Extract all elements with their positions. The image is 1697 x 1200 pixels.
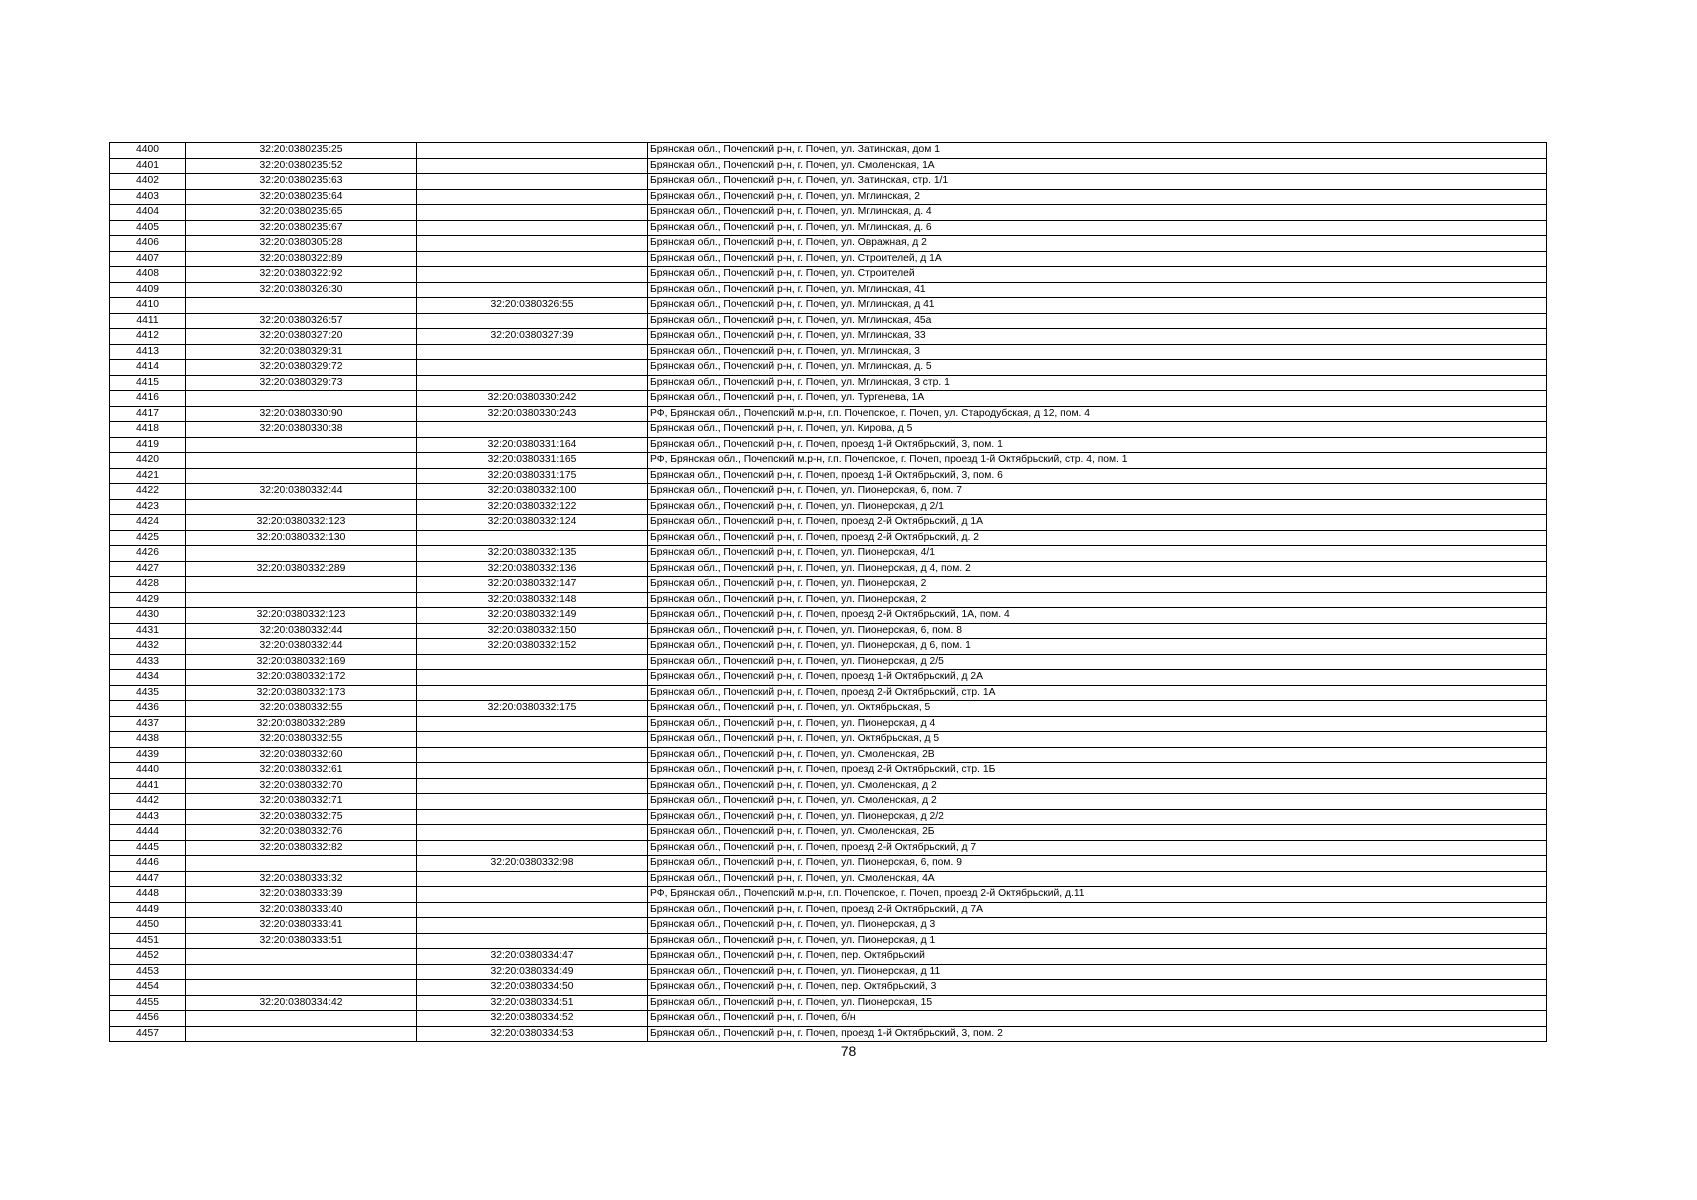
table-row <box>110 530 1547 546</box>
cadastral-number-cell: 32:20:0380235:65 <box>186 205 417 221</box>
object-cadastral-number-cell: 32:20:0380330:242 <box>417 391 648 407</box>
address-cell: Брянская обл., Почепский р-н, г. Почеп, проезд 2-й Октябрьский, д 7А <box>648 902 1547 918</box>
table-row <box>110 484 1547 500</box>
table-row <box>110 685 1547 701</box>
object-cadastral-number-cell: 32:20:0380334:51 <box>417 995 648 1011</box>
row-number-cell: 4445 <box>110 840 186 856</box>
table-row <box>110 468 1547 484</box>
cadastral-number-cell: 32:20:0380332:76 <box>186 825 417 841</box>
table-row <box>110 964 1547 980</box>
object-cadastral-number-cell <box>417 236 648 252</box>
cadastral-number-cell: 32:20:0380235:25 <box>186 143 417 159</box>
object-cadastral-number-cell: 32:20:0380331:164 <box>417 437 648 453</box>
object-cadastral-number-cell <box>417 778 648 794</box>
table-row <box>110 546 1547 562</box>
object-cadastral-number-cell: 32:20:0380334:49 <box>417 964 648 980</box>
cadastral-number-cell: 32:20:0380332:75 <box>186 809 417 825</box>
address-cell: Брянская обл., Почепский р-н, г. Почеп, проезд 2-й Октябрьский, стр. 1А <box>648 685 1547 701</box>
table-row <box>110 499 1547 515</box>
cadastral-number-cell: 32:20:0380332:123 <box>186 515 417 531</box>
address-cell: Брянская обл., Почепский р-н, г. Почеп, ул. Пионерская, д 2/2 <box>648 809 1547 825</box>
cadastral-number-cell: 32:20:0380235:52 <box>186 158 417 174</box>
object-cadastral-number-cell <box>417 670 648 686</box>
row-number-cell: 4423 <box>110 499 186 515</box>
address-cell: Брянская обл., Почепский р-н, г. Почеп, ул. Пионерская, 6, пом. 7 <box>648 484 1547 500</box>
table-row <box>110 158 1547 174</box>
object-cadastral-number-cell <box>417 344 648 360</box>
address-cell: Брянская обл., Почепский р-н, г. Почеп, проезд 1-й Октябрьский, 3, пом. 1 <box>648 437 1547 453</box>
row-number-cell: 4404 <box>110 205 186 221</box>
table-row <box>110 561 1547 577</box>
table-row <box>110 375 1547 391</box>
cadastral-number-cell: 32:20:0380322:92 <box>186 267 417 283</box>
cadastral-number-cell <box>186 1026 417 1042</box>
row-number-cell: 4457 <box>110 1026 186 1042</box>
row-number-cell: 4456 <box>110 1011 186 1027</box>
object-cadastral-number-cell: 32:20:0380332:149 <box>417 608 648 624</box>
object-cadastral-number-cell: 32:20:0380332:148 <box>417 592 648 608</box>
cadastral-number-cell <box>186 980 417 996</box>
cadastral-number-cell: 32:20:0380330:90 <box>186 406 417 422</box>
table-row <box>110 949 1547 965</box>
row-number-cell: 4444 <box>110 825 186 841</box>
address-cell: Брянская обл., Почепский р-н, г. Почеп, ул. Пионерская, 15 <box>648 995 1547 1011</box>
table-row <box>110 360 1547 376</box>
row-number-cell: 4425 <box>110 530 186 546</box>
table-row <box>110 189 1547 205</box>
row-number-cell: 4448 <box>110 887 186 903</box>
row-number-cell: 4438 <box>110 732 186 748</box>
address-cell: Брянская обл., Почепский р-н, г. Почеп, ул. Мглинская, д. 5 <box>648 360 1547 376</box>
object-cadastral-number-cell <box>417 887 648 903</box>
table-row <box>110 453 1547 469</box>
object-cadastral-number-cell <box>417 530 648 546</box>
table-row <box>110 236 1547 252</box>
object-cadastral-number-cell <box>417 654 648 670</box>
object-cadastral-number-cell <box>417 716 648 732</box>
object-cadastral-number-cell <box>417 685 648 701</box>
row-number-cell: 4410 <box>110 298 186 314</box>
address-cell: Брянская обл., Почепский р-н, г. Почеп, ул. Пионерская, д 3 <box>648 918 1547 934</box>
row-number-cell: 4426 <box>110 546 186 562</box>
table-row <box>110 577 1547 593</box>
row-number-cell: 4419 <box>110 437 186 453</box>
cadastral-number-cell: 32:20:0380332:44 <box>186 623 417 639</box>
cadastral-number-cell: 32:20:0380333:51 <box>186 933 417 949</box>
cadastral-number-cell: 32:20:0380332:44 <box>186 484 417 500</box>
row-number-cell: 4442 <box>110 794 186 810</box>
table-row <box>110 701 1547 717</box>
cadastral-number-cell <box>186 468 417 484</box>
row-number-cell: 4409 <box>110 282 186 298</box>
table-row <box>110 298 1547 314</box>
row-number-cell: 4417 <box>110 406 186 422</box>
address-cell: Брянская обл., Почепский р-н, г. Почеп, ул. Мглинская, 3 стр. 1 <box>648 375 1547 391</box>
object-cadastral-number-cell <box>417 267 648 283</box>
object-cadastral-number-cell: 32:20:0380332:150 <box>417 623 648 639</box>
cadastral-number-cell: 32:20:0380333:32 <box>186 871 417 887</box>
table-row <box>110 267 1547 283</box>
cadastral-number-cell: 32:20:0380235:67 <box>186 220 417 236</box>
object-cadastral-number-cell: 32:20:0380331:175 <box>417 468 648 484</box>
address-cell: Брянская обл., Почепский р-н, г. Почеп, ул. Пионерская, д 4 <box>648 716 1547 732</box>
cadastral-number-cell: 32:20:0380332:71 <box>186 794 417 810</box>
row-number-cell: 4405 <box>110 220 186 236</box>
object-cadastral-number-cell <box>417 794 648 810</box>
table-row <box>110 871 1547 887</box>
cadastral-number-cell: 32:20:0380332:61 <box>186 763 417 779</box>
row-number-cell: 4415 <box>110 375 186 391</box>
address-cell: Брянская обл., Почепский р-н, г. Почеп, ул. Смоленская, 2Б <box>648 825 1547 841</box>
object-cadastral-number-cell <box>417 422 648 438</box>
row-number-cell: 4451 <box>110 933 186 949</box>
address-cell: Брянская обл., Почепский р-н, г. Почеп, ул. Мглинская, 2 <box>648 189 1547 205</box>
row-number-cell: 4446 <box>110 856 186 872</box>
address-cell: Брянская обл., Почепский р-н, г. Почеп, ул. Мглинская, д. 4 <box>648 205 1547 221</box>
table-row <box>110 670 1547 686</box>
address-cell: Брянская обл., Почепский р-н, г. Почеп, ул. Октябрьская, д 5 <box>648 732 1547 748</box>
table-row <box>110 933 1547 949</box>
object-cadastral-number-cell: 32:20:0380332:135 <box>417 546 648 562</box>
table-row <box>110 918 1547 934</box>
object-cadastral-number-cell: 32:20:0380332:100 <box>417 484 648 500</box>
address-cell: Брянская обл., Почепский р-н, г. Почеп, проезд 1-й Октябрьский, д 2А <box>648 670 1547 686</box>
object-cadastral-number-cell: 32:20:0380334:47 <box>417 949 648 965</box>
table-row <box>110 251 1547 267</box>
table-row <box>110 422 1547 438</box>
cadastral-number-cell: 32:20:0380333:40 <box>186 902 417 918</box>
table-row <box>110 716 1547 732</box>
cadastral-number-cell: 32:20:0380332:169 <box>186 654 417 670</box>
row-number-cell: 4412 <box>110 329 186 345</box>
table-row <box>110 608 1547 624</box>
object-cadastral-number-cell: 32:20:0380334:53 <box>417 1026 648 1042</box>
cadastral-number-cell <box>186 298 417 314</box>
address-cell: РФ, Брянская обл., Почепский м.р-н, г.п. Почепское, г. Почеп, ул. Стародубская, д 12, пом. 4 <box>648 406 1547 422</box>
address-cell: Брянская обл., Почепский р-н, г. Почеп, ул. Мглинская, 33 <box>648 329 1547 345</box>
object-cadastral-number-cell <box>417 902 648 918</box>
address-cell: Брянская обл., Почепский р-н, г. Почеп, ул. Овражная, д 2 <box>648 236 1547 252</box>
row-number-cell: 4422 <box>110 484 186 500</box>
address-cell: Брянская обл., Почепский р-н, г. Почеп, проезд 1-й Октябрьский, 3, пом. 6 <box>648 468 1547 484</box>
address-cell: Брянская обл., Почепский р-н, г. Почеп, ул. Смоленская, д 2 <box>648 794 1547 810</box>
registry-table <box>109 142 1547 1042</box>
row-number-cell: 4429 <box>110 592 186 608</box>
address-cell: Брянская обл., Почепский р-н, г. Почеп, ул. Мглинская, 3 <box>648 344 1547 360</box>
cadastral-number-cell: 32:20:0380332:130 <box>186 530 417 546</box>
address-cell: Брянская обл., Почепский р-н, г. Почеп, проезд 2-й Октябрьский, д 1А <box>648 515 1547 531</box>
address-cell: Брянская обл., Почепский р-н, г. Почеп, ул. Пионерская, 6, пом. 8 <box>648 623 1547 639</box>
cadastral-number-cell: 32:20:0380332:60 <box>186 747 417 763</box>
address-cell: Брянская обл., Почепский р-н, г. Почеп, ул. Пионерская, д 6, пом. 1 <box>648 639 1547 655</box>
table-row <box>110 344 1547 360</box>
registry-table-wrapper <box>109 142 1547 1042</box>
address-cell: Брянская обл., Почепский р-н, г. Почеп, ул. Пионерская, 2 <box>648 577 1547 593</box>
address-cell: Брянская обл., Почепский р-н, г. Почеп, ул. Пионерская, д 2/1 <box>648 499 1547 515</box>
address-cell: Брянская обл., Почепский р-н, г. Почеп, ул. Октябрьская, 5 <box>648 701 1547 717</box>
cadastral-number-cell: 32:20:0380235:63 <box>186 174 417 190</box>
object-cadastral-number-cell <box>417 732 648 748</box>
cadastral-number-cell: 32:20:0380332:82 <box>186 840 417 856</box>
object-cadastral-number-cell: 32:20:0380334:50 <box>417 980 648 996</box>
table-row <box>110 639 1547 655</box>
row-number-cell: 4414 <box>110 360 186 376</box>
address-cell: Брянская обл., Почепский р-н, г. Почеп, ул. Смоленская, 1А <box>648 158 1547 174</box>
table-row <box>110 778 1547 794</box>
page-number: 78 <box>840 1043 857 1059</box>
address-cell: Брянская обл., Почепский р-н, г. Почеп, проезд 1-й Октябрьский, 3, пом. 2 <box>648 1026 1547 1042</box>
object-cadastral-number-cell: 32:20:0380332:147 <box>417 577 648 593</box>
row-number-cell: 4402 <box>110 174 186 190</box>
address-cell: Брянская обл., Почепский р-н, г. Почеп, ул. Пионерская, д 4, пом. 2 <box>648 561 1547 577</box>
address-cell: Брянская обл., Почепский р-н, г. Почеп, проезд 2-й Октябрьский, д 7 <box>648 840 1547 856</box>
table-row <box>110 902 1547 918</box>
object-cadastral-number-cell: 32:20:0380332:152 <box>417 639 648 655</box>
object-cadastral-number-cell <box>417 375 648 391</box>
cadastral-number-cell: 32:20:0380332:123 <box>186 608 417 624</box>
table-row <box>110 515 1547 531</box>
row-number-cell: 4437 <box>110 716 186 732</box>
cadastral-number-cell: 32:20:0380332:55 <box>186 701 417 717</box>
object-cadastral-number-cell <box>417 189 648 205</box>
row-number-cell: 4440 <box>110 763 186 779</box>
cadastral-number-cell: 32:20:0380332:289 <box>186 716 417 732</box>
row-number-cell: 4435 <box>110 685 186 701</box>
table-row <box>110 732 1547 748</box>
row-number-cell: 4413 <box>110 344 186 360</box>
cadastral-number-cell: 32:20:0380329:31 <box>186 344 417 360</box>
object-cadastral-number-cell <box>417 763 648 779</box>
cadastral-number-cell: 32:20:0380326:57 <box>186 313 417 329</box>
row-number-cell: 4447 <box>110 871 186 887</box>
row-number-cell: 4407 <box>110 251 186 267</box>
row-number-cell: 4401 <box>110 158 186 174</box>
table-row <box>110 887 1547 903</box>
cadastral-number-cell <box>186 592 417 608</box>
address-cell: Брянская обл., Почепский р-н, г. Почеп, ул. Кирова, д 5 <box>648 422 1547 438</box>
row-number-cell: 4452 <box>110 949 186 965</box>
address-cell: Брянская обл., Почепский р-н, г. Почеп, ул. Смоленская, 2В <box>648 747 1547 763</box>
row-number-cell: 4434 <box>110 670 186 686</box>
address-cell: Брянская обл., Почепский р-н, г. Почеп, ул. Пионерская, 6, пом. 9 <box>648 856 1547 872</box>
row-number-cell: 4428 <box>110 577 186 593</box>
cadastral-number-cell: 32:20:0380332:172 <box>186 670 417 686</box>
table-row <box>110 220 1547 236</box>
row-number-cell: 4408 <box>110 267 186 283</box>
table-row <box>110 174 1547 190</box>
row-number-cell: 4424 <box>110 515 186 531</box>
address-cell: Брянская обл., Почепский р-н, г. Почеп, пер. Октябрьский <box>648 949 1547 965</box>
address-cell: Брянская обл., Почепский р-н, г. Почеп, ул. Строителей, д 1А <box>648 251 1547 267</box>
table-row <box>110 825 1547 841</box>
table-row <box>110 654 1547 670</box>
row-number-cell: 4416 <box>110 391 186 407</box>
object-cadastral-number-cell: 32:20:0380326:55 <box>417 298 648 314</box>
object-cadastral-number-cell <box>417 313 648 329</box>
object-cadastral-number-cell <box>417 933 648 949</box>
cadastral-number-cell: 32:20:0380326:30 <box>186 282 417 298</box>
object-cadastral-number-cell: 32:20:0380332:98 <box>417 856 648 872</box>
row-number-cell: 4443 <box>110 809 186 825</box>
object-cadastral-number-cell <box>417 871 648 887</box>
address-cell: Брянская обл., Почепский р-н, г. Почеп, ул. Пионерская, д 11 <box>648 964 1547 980</box>
table-row <box>110 437 1547 453</box>
row-number-cell: 4400 <box>110 143 186 159</box>
cadastral-number-cell: 32:20:0380332:70 <box>186 778 417 794</box>
cadastral-number-cell <box>186 453 417 469</box>
cadastral-number-cell: 32:20:0380330:38 <box>186 422 417 438</box>
cadastral-number-cell: 32:20:0380332:44 <box>186 639 417 655</box>
table-row <box>110 980 1547 996</box>
address-cell: РФ, Брянская обл., Почепский м.р-н, г.п. Почепское, г. Почеп, проезд 2-й Октябрьский, д.11 <box>648 887 1547 903</box>
object-cadastral-number-cell <box>417 174 648 190</box>
cadastral-number-cell <box>186 949 417 965</box>
table-row <box>110 1026 1547 1042</box>
address-cell: Брянская обл., Почепский р-н, г. Почеп, проезд 2-й Октябрьский, 1А, пом. 4 <box>648 608 1547 624</box>
table-row <box>110 329 1547 345</box>
table-row <box>110 143 1547 159</box>
row-number-cell: 4436 <box>110 701 186 717</box>
address-cell: Брянская обл., Почепский р-н, г. Почеп, ул. Тургенева, 1А <box>648 391 1547 407</box>
cadastral-number-cell: 32:20:0380332:173 <box>186 685 417 701</box>
address-cell: Брянская обл., Почепский р-н, г. Почеп, ул. Строителей <box>648 267 1547 283</box>
table-row <box>110 747 1547 763</box>
row-number-cell: 4430 <box>110 608 186 624</box>
table-row <box>110 406 1547 422</box>
object-cadastral-number-cell: 32:20:0380332:122 <box>417 499 648 515</box>
cadastral-number-cell <box>186 499 417 515</box>
object-cadastral-number-cell: 32:20:0380331:165 <box>417 453 648 469</box>
row-number-cell: 4406 <box>110 236 186 252</box>
address-cell: Брянская обл., Почепский р-н, г. Почеп, ул. Затинская, стр. 1/1 <box>648 174 1547 190</box>
address-cell: Брянская обл., Почепский р-н, г. Почеп, ул. Затинская, дом 1 <box>648 143 1547 159</box>
row-number-cell: 4431 <box>110 623 186 639</box>
address-cell: Брянская обл., Почепский р-н, г. Почеп, ул. Мглинская, 45а <box>648 313 1547 329</box>
object-cadastral-number-cell <box>417 158 648 174</box>
cadastral-number-cell: 32:20:0380329:72 <box>186 360 417 376</box>
cadastral-number-cell <box>186 856 417 872</box>
table-row <box>110 995 1547 1011</box>
cadastral-number-cell <box>186 437 417 453</box>
object-cadastral-number-cell: 32:20:0380332:175 <box>417 701 648 717</box>
address-cell: Брянская обл., Почепский р-н, г. Почеп, ул. Мглинская, 41 <box>648 282 1547 298</box>
row-number-cell: 4449 <box>110 902 186 918</box>
registry-table-body <box>110 143 1547 1042</box>
row-number-cell: 4418 <box>110 422 186 438</box>
address-cell: Брянская обл., Почепский р-н, г. Почеп, ул. Смоленская, 4А <box>648 871 1547 887</box>
object-cadastral-number-cell: 32:20:0380327:39 <box>417 329 648 345</box>
table-row <box>110 391 1547 407</box>
address-cell: Брянская обл., Почепский р-н, г. Почеп, ул. Мглинская, д 41 <box>648 298 1547 314</box>
object-cadastral-number-cell <box>417 205 648 221</box>
address-cell: Брянская обл., Почепский р-н, г. Почеп, ул. Смоленская, д 2 <box>648 778 1547 794</box>
table-row <box>110 282 1547 298</box>
table-row <box>110 840 1547 856</box>
table-row <box>110 592 1547 608</box>
address-cell: РФ, Брянская обл., Почепский м.р-н, г.п. Почепское, г. Почеп, проезд 1-й Октябрьский, стр. 4, пом. 1 <box>648 453 1547 469</box>
cadastral-number-cell: 32:20:0380332:55 <box>186 732 417 748</box>
address-cell: Брянская обл., Почепский р-н, г. Почеп, ул. Пионерская, 2 <box>648 592 1547 608</box>
row-number-cell: 4433 <box>110 654 186 670</box>
address-cell: Брянская обл., Почепский р-н, г. Почеп, пер. Октябрьский, 3 <box>648 980 1547 996</box>
table-row <box>110 623 1547 639</box>
address-cell: Брянская обл., Почепский р-н, г. Почеп, ул. Пионерская, д 1 <box>648 933 1547 949</box>
object-cadastral-number-cell: 32:20:0380332:136 <box>417 561 648 577</box>
object-cadastral-number-cell <box>417 251 648 267</box>
row-number-cell: 4427 <box>110 561 186 577</box>
cadastral-number-cell: 32:20:0380333:39 <box>186 887 417 903</box>
object-cadastral-number-cell <box>417 747 648 763</box>
cadastral-number-cell <box>186 577 417 593</box>
address-cell: Брянская обл., Почепский р-н, г. Почеп, ул. Мглинская, д. 6 <box>648 220 1547 236</box>
cadastral-number-cell: 32:20:0380327:20 <box>186 329 417 345</box>
cadastral-number-cell: 32:20:0380333:41 <box>186 918 417 934</box>
object-cadastral-number-cell <box>417 840 648 856</box>
cadastral-number-cell: 32:20:0380332:289 <box>186 561 417 577</box>
object-cadastral-number-cell: 32:20:0380330:243 <box>417 406 648 422</box>
cadastral-number-cell <box>186 1011 417 1027</box>
cadastral-number-cell <box>186 964 417 980</box>
row-number-cell: 4441 <box>110 778 186 794</box>
row-number-cell: 4453 <box>110 964 186 980</box>
object-cadastral-number-cell: 32:20:0380334:52 <box>417 1011 648 1027</box>
address-cell: Брянская обл., Почепский р-н, г. Почеп, ул. Пионерская, д 2/5 <box>648 654 1547 670</box>
row-number-cell: 4454 <box>110 980 186 996</box>
cadastral-number-cell: 32:20:0380322:89 <box>186 251 417 267</box>
cadastral-number-cell: 32:20:0380235:64 <box>186 189 417 205</box>
cadastral-number-cell: 32:20:0380305:28 <box>186 236 417 252</box>
table-row <box>110 1011 1547 1027</box>
object-cadastral-number-cell <box>417 918 648 934</box>
cadastral-number-cell <box>186 546 417 562</box>
object-cadastral-number-cell <box>417 143 648 159</box>
object-cadastral-number-cell <box>417 809 648 825</box>
row-number-cell: 4420 <box>110 453 186 469</box>
address-cell: Брянская обл., Почепский р-н, г. Почеп, проезд 2-й Октябрьский, стр. 1Б <box>648 763 1547 779</box>
row-number-cell: 4411 <box>110 313 186 329</box>
table-row <box>110 763 1547 779</box>
address-cell: Брянская обл., Почепский р-н, г. Почеп, б/н <box>648 1011 1547 1027</box>
row-number-cell: 4421 <box>110 468 186 484</box>
object-cadastral-number-cell <box>417 825 648 841</box>
cadastral-number-cell: 32:20:0380334:42 <box>186 995 417 1011</box>
table-row <box>110 205 1547 221</box>
table-row <box>110 856 1547 872</box>
object-cadastral-number-cell <box>417 282 648 298</box>
row-number-cell: 4432 <box>110 639 186 655</box>
address-cell: Брянская обл., Почепский р-н, г. Почеп, проезд 2-й Октябрьский, д. 2 <box>648 530 1547 546</box>
object-cadastral-number-cell <box>417 220 648 236</box>
row-number-cell: 4455 <box>110 995 186 1011</box>
object-cadastral-number-cell <box>417 360 648 376</box>
cadastral-number-cell <box>186 391 417 407</box>
table-row <box>110 794 1547 810</box>
address-cell: Брянская обл., Почепский р-н, г. Почеп, ул. Пионерская, 4/1 <box>648 546 1547 562</box>
row-number-cell: 4450 <box>110 918 186 934</box>
table-row <box>110 809 1547 825</box>
row-number-cell: 4403 <box>110 189 186 205</box>
table-row <box>110 313 1547 329</box>
row-number-cell: 4439 <box>110 747 186 763</box>
object-cadastral-number-cell: 32:20:0380332:124 <box>417 515 648 531</box>
cadastral-number-cell: 32:20:0380329:73 <box>186 375 417 391</box>
